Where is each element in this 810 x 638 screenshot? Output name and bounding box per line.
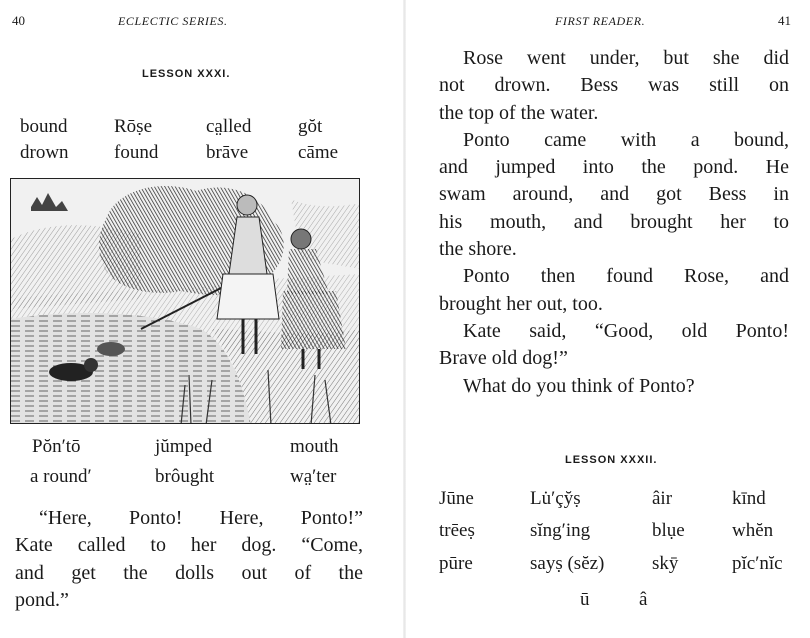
vocab-word: drown — [20, 142, 69, 163]
text-line: “Here, Ponto! Here, Ponto!” — [39, 507, 363, 529]
page-number: 41 — [778, 13, 791, 28]
text-line: brought her out, too. — [439, 292, 603, 315]
text-line: Ponto then found Rose, and — [463, 265, 789, 288]
vocab-word: jŭmped — [155, 436, 212, 457]
vocab-word: Jūne — [439, 488, 474, 509]
text-line: Ponto came with a bound, — [463, 128, 789, 151]
lesson-text — [439, 45, 789, 400]
lesson-illustration — [10, 178, 360, 424]
page-number: 40 — [12, 13, 25, 28]
diacritic-mark: â — [639, 589, 648, 610]
text-line: swam around, and got Bess in — [439, 183, 789, 206]
running-head: ECLECTIC SERIES. — [118, 14, 228, 28]
lesson-title: LESSON XXXII. — [565, 454, 658, 466]
vocab-word: brāve — [206, 142, 249, 163]
vocab-word: trēeṣ — [439, 520, 475, 541]
text-line: Kate said, “Good, old Ponto! — [463, 319, 789, 342]
text-line: his mouth, and brought her to — [439, 210, 789, 233]
text-line: and get the dolls out of the — [15, 561, 363, 584]
text-line: pond.” — [15, 588, 69, 611]
vocab-word: Lu̇′çy̆ṣ — [530, 488, 581, 509]
vocab-word: kīnd — [732, 488, 766, 509]
text-line: not drown. Bess was still on — [439, 74, 789, 97]
vocab-word: skȳ — [652, 553, 679, 574]
vocab-word: brôught — [155, 466, 215, 487]
vocab-word: sayṣ (sĕz) — [530, 553, 605, 574]
vocab-word: bound — [20, 116, 68, 137]
vocab-word: mouth — [290, 436, 339, 457]
vocab-word: a round′ — [30, 466, 92, 487]
vocab-word: âir — [652, 488, 673, 509]
vocab-word: pĭc′nĭc — [732, 553, 783, 574]
vocab-word: ca̤lled — [206, 116, 252, 137]
text-line: and jumped into the pond. He — [439, 156, 789, 179]
vocab-word: found — [114, 142, 159, 163]
right-page — [405, 0, 810, 638]
vocab-word: cāme — [298, 142, 339, 163]
text-line: Brave old dog!” — [439, 347, 568, 370]
vocab-word: Rōṣe — [114, 116, 152, 137]
vocab-word: blụe — [652, 520, 685, 541]
text-line: the shore. — [439, 238, 517, 261]
diacritic-mark: ū — [580, 589, 590, 610]
lesson-text — [15, 505, 363, 614]
vocab-word: Pŏn′tō — [32, 436, 81, 457]
running-head: FIRST READER. — [555, 14, 646, 28]
vocab-word: pūre — [439, 553, 473, 574]
text-line: the top of the water. — [439, 101, 599, 124]
engraving-children-dog-pond-icon — [11, 179, 360, 424]
text-line: Kate called to her dog. “Come, — [15, 534, 363, 557]
vocab-word: sĭng′ing — [530, 520, 591, 541]
text-line: Rose went under, but she did — [463, 47, 789, 69]
vocab-word: gŏt — [298, 116, 323, 137]
lesson-title: LESSON XXXI. — [142, 68, 231, 80]
text-line: What do you think of Ponto? — [463, 374, 695, 397]
vocab-word: whĕn — [732, 520, 774, 541]
vocab-word: wa̤′ter — [290, 466, 337, 487]
